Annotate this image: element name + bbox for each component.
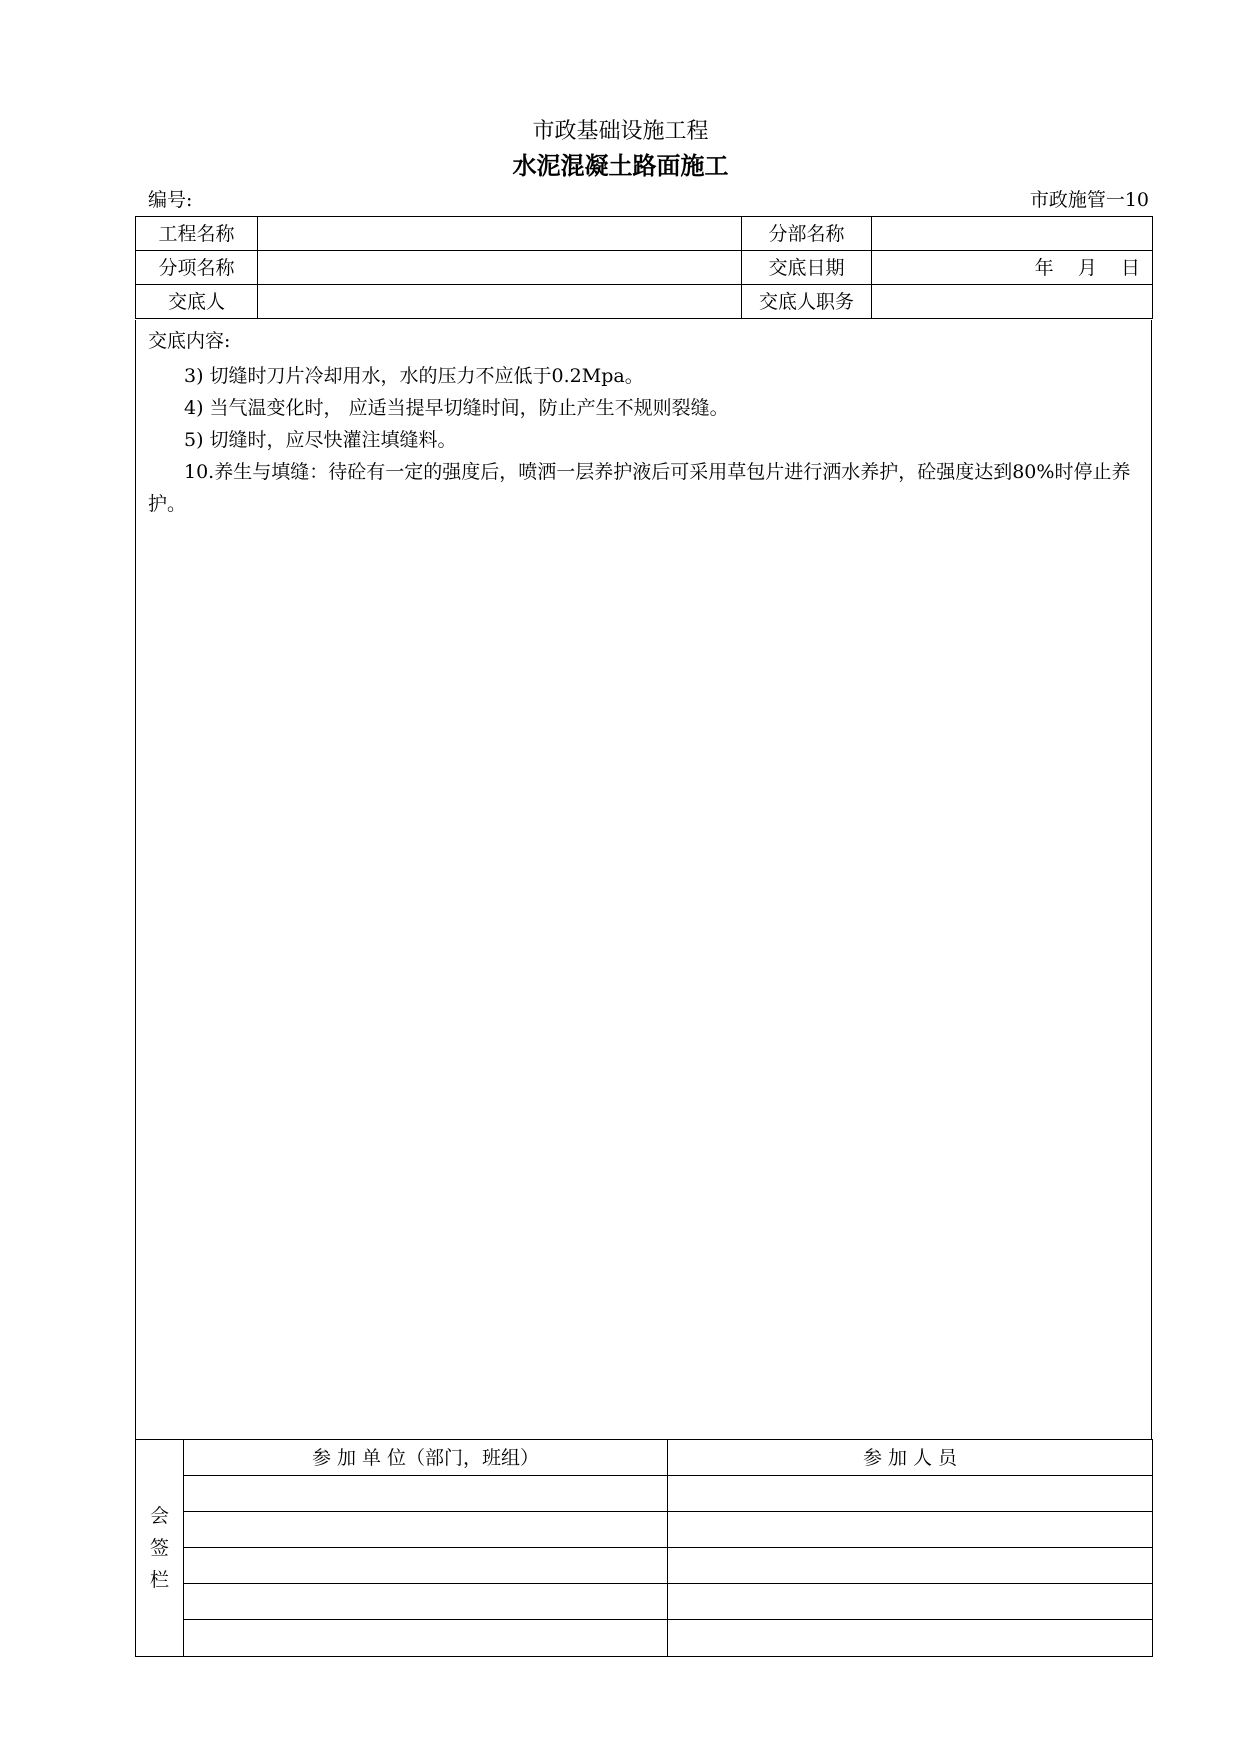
division-name-field[interactable] xyxy=(872,217,1153,251)
unit-column-header: 参 加 单 位（部门，班组） xyxy=(184,1440,668,1476)
project-row xyxy=(136,217,1153,251)
unit-cell[interactable] xyxy=(184,1512,668,1548)
signoff-row xyxy=(136,1548,1153,1584)
content-line: 5) 切缝时，应尽快灌注填缝料。 xyxy=(184,429,457,451)
people-cell[interactable] xyxy=(668,1620,1153,1657)
signoff-table xyxy=(135,1439,1153,1657)
presenter-row xyxy=(136,285,1153,319)
signoff-side-char: 签 xyxy=(149,1537,169,1559)
item-name-field[interactable] xyxy=(258,251,742,285)
project-name-label: 工程名称 xyxy=(136,217,258,251)
people-cell[interactable] xyxy=(668,1584,1153,1620)
project-info-table xyxy=(135,216,1153,319)
document-title: 水泥混凝土路面施工 xyxy=(512,151,729,180)
presenter-title-label: 交底人职务 xyxy=(742,285,872,319)
form-code: 市政施管一10 xyxy=(1029,189,1149,211)
presenter-title-field[interactable] xyxy=(872,285,1153,319)
item-row xyxy=(136,251,1153,285)
signoff-side-label xyxy=(136,1440,184,1657)
content-line: 3) 切缝时刀片冷却用水，水的压力不应低于0.2Mpa。 xyxy=(184,365,644,387)
content-line: 4) 当气温变化时， 应适当提早切缝时间，防止产生不规则裂缝。 xyxy=(184,397,729,419)
people-column-header: 参 加 人 员 xyxy=(668,1440,1153,1476)
handover-content-area[interactable] xyxy=(135,320,1152,1439)
content-text xyxy=(148,360,1140,520)
unit-cell[interactable] xyxy=(184,1620,668,1657)
serial-number-label: 编号: xyxy=(148,189,193,211)
presenter-label: 交底人 xyxy=(136,285,258,319)
unit-cell[interactable] xyxy=(184,1548,668,1584)
handover-date-label: 交底日期 xyxy=(742,251,872,285)
document-subtitle: 市政基础设施工程 xyxy=(532,119,709,144)
signoff-row xyxy=(136,1620,1153,1657)
signoff-row xyxy=(136,1584,1153,1620)
handover-date-field[interactable]: 年 月 日 xyxy=(872,251,1153,285)
unit-cell[interactable] xyxy=(184,1584,668,1620)
people-cell[interactable] xyxy=(668,1476,1153,1512)
content-line: 10.养生与填缝：待砼有一定的强度后，喷洒一层养护液后可采用草包片进行洒水养护，砼强度达到80%时停止养护。 xyxy=(148,461,1131,515)
signoff-row xyxy=(136,1476,1153,1512)
content-label: 交底内容: xyxy=(148,330,231,352)
project-name-field[interactable] xyxy=(258,217,742,251)
presenter-field[interactable] xyxy=(258,285,742,319)
item-name-label: 分项名称 xyxy=(136,251,258,285)
signoff-row xyxy=(136,1512,1153,1548)
people-cell[interactable] xyxy=(668,1548,1153,1584)
people-cell[interactable] xyxy=(668,1512,1153,1548)
unit-cell[interactable] xyxy=(184,1476,668,1512)
signoff-header-row xyxy=(136,1440,1153,1476)
signoff-side-char: 栏 xyxy=(149,1569,169,1591)
division-name-label: 分部名称 xyxy=(742,217,872,251)
signoff-side-char: 会 xyxy=(149,1505,169,1527)
